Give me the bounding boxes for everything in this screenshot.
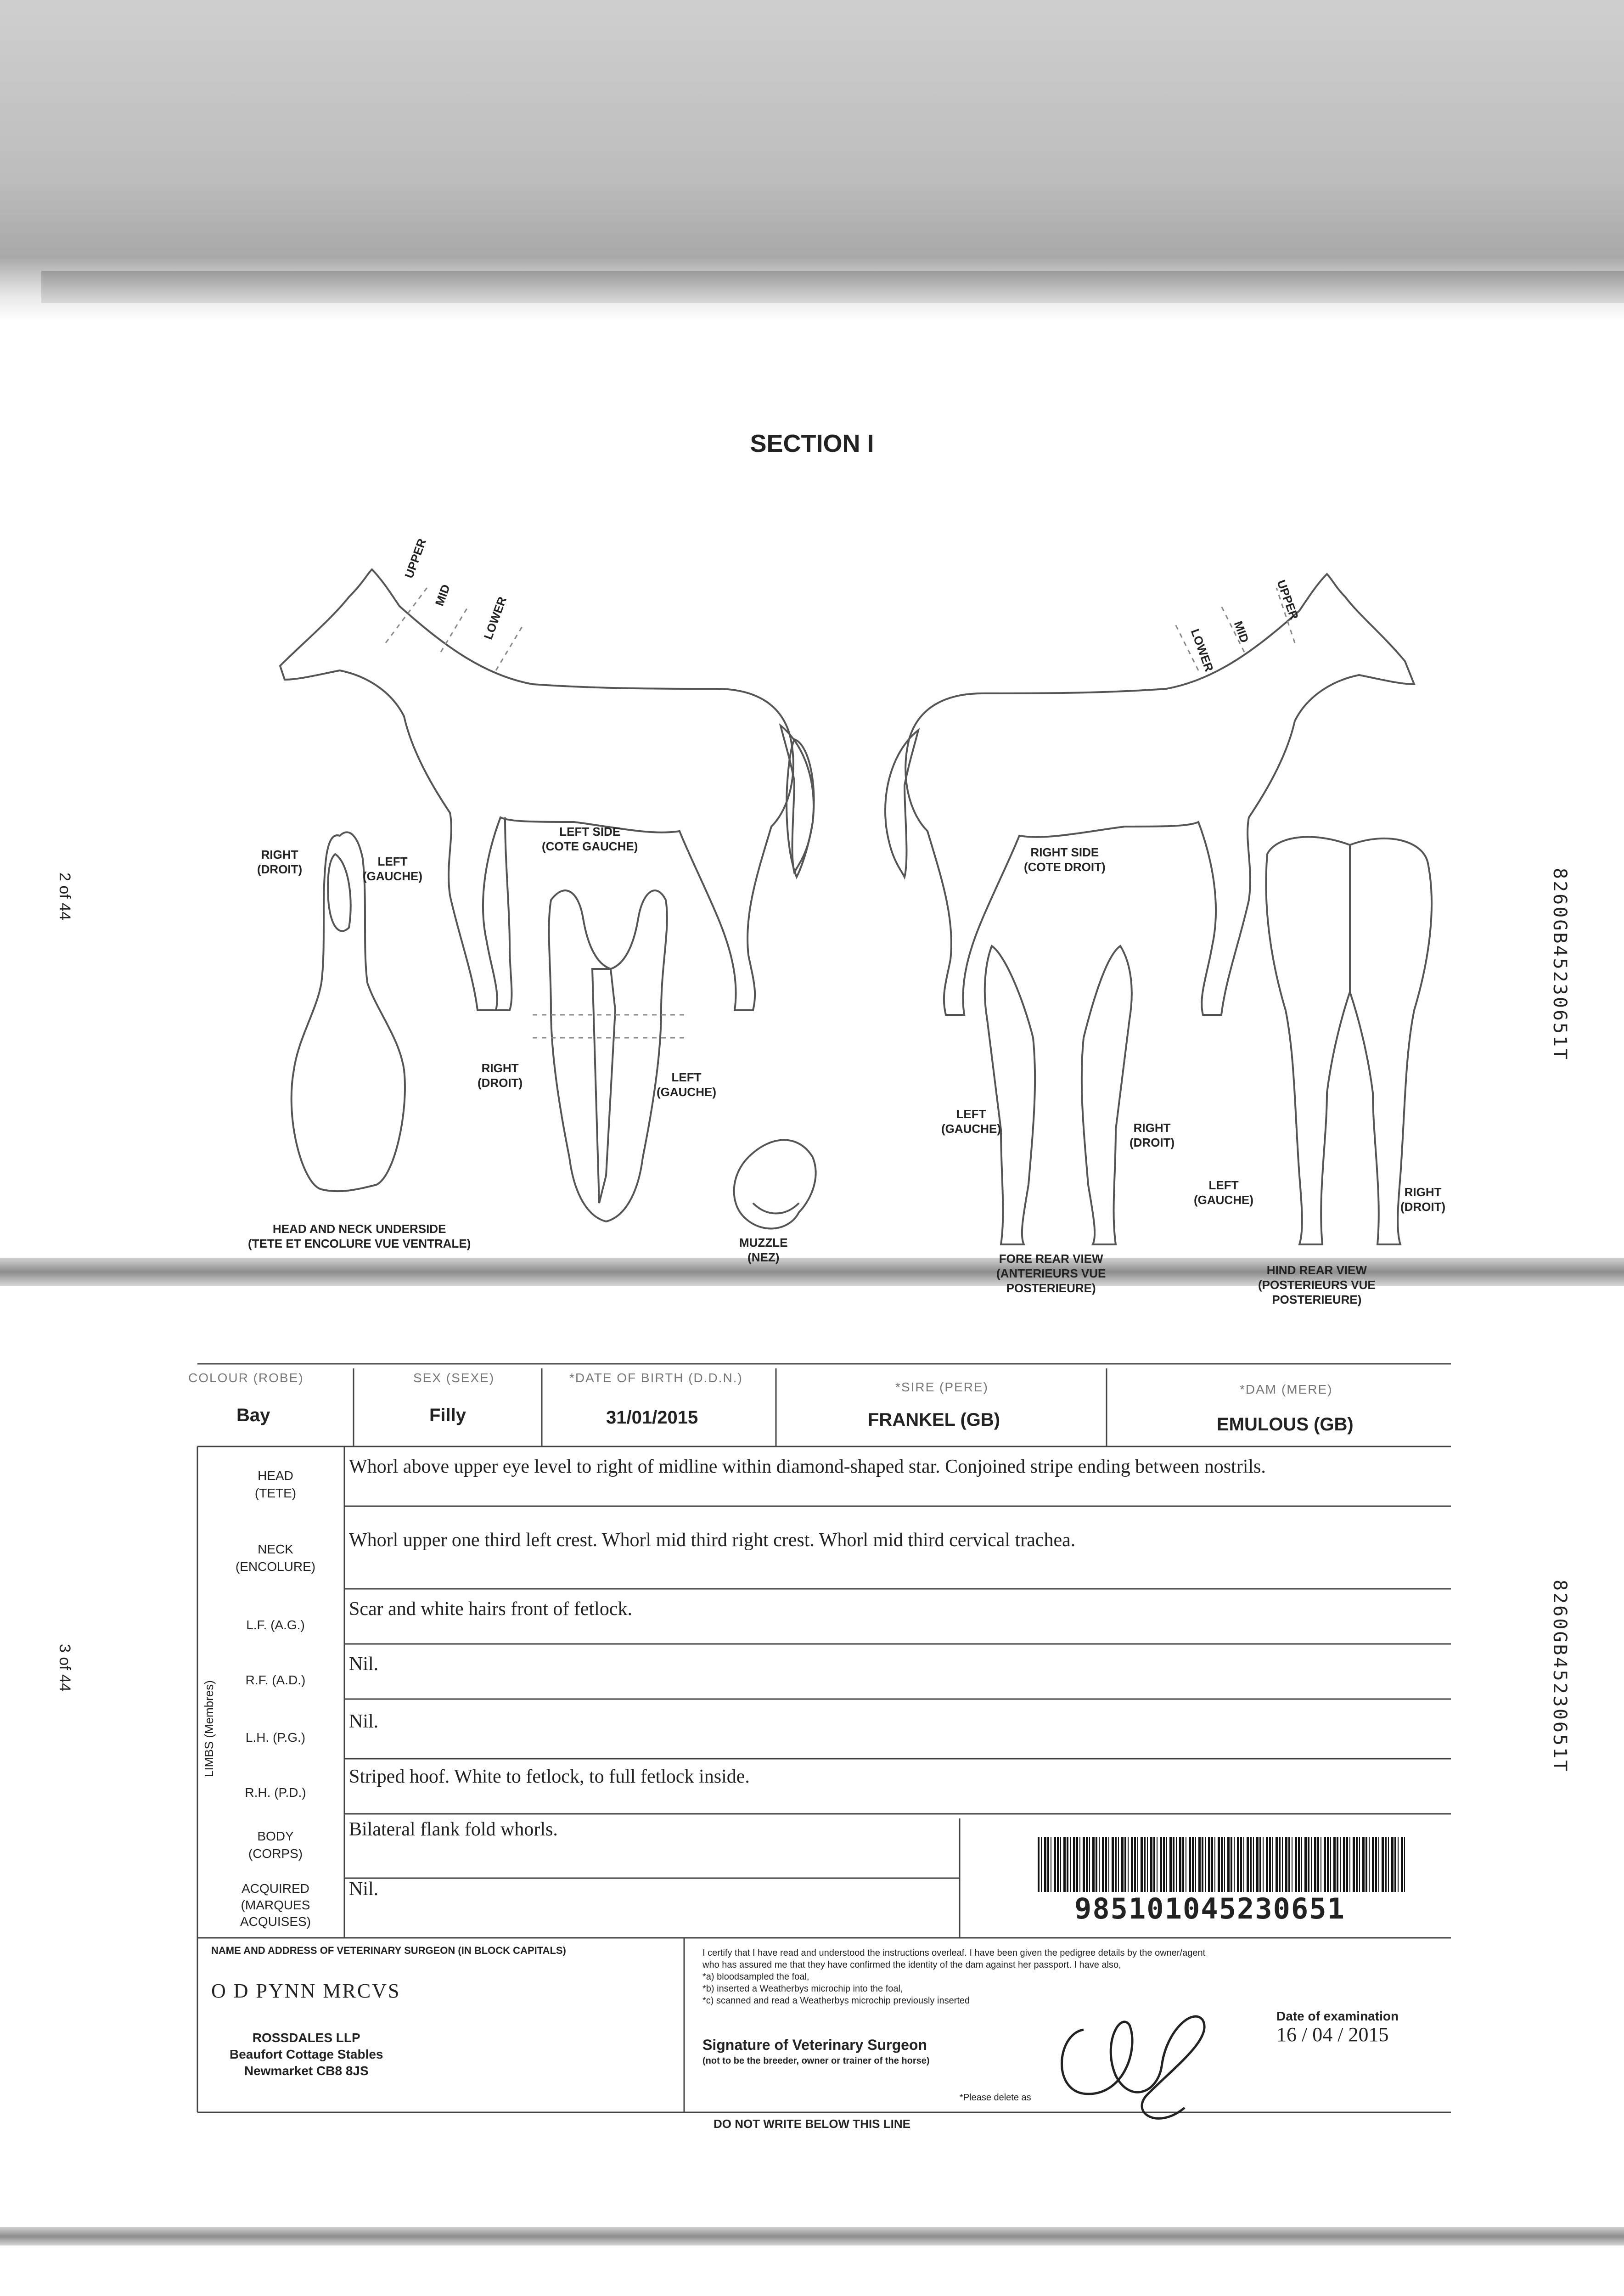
signature-note: (not to be the breeder, owner or trainer of the horse) [702,2056,930,2066]
signature-label: Signature of Veterinary Surgeon [702,2037,927,2053]
label-hind-left: LEFT (GAUCHE) [1194,1178,1253,1207]
vet-address-line-1: ROSSDALES LLP [252,2031,360,2045]
row-text-rf: Nil. [349,1654,379,1675]
side-id-bottom: 8260GB45230651T [1549,1580,1570,1773]
value-sex: Filly [429,1405,466,1425]
header-sex: SEX (SEXE) [413,1371,495,1385]
row-label-rf: R.F. (A.D.) [245,1673,306,1687]
row-label-neck: NECK (ENCOLURE) [235,1542,316,1574]
microchip-number: 985101045230651 [1074,1892,1345,1925]
row-label-body: BODY (CORPS) [248,1829,303,1861]
label-head-right: RIGHT (DROIT) [478,1061,523,1090]
row-text-body: Bilateral flank fold whorls. [349,1819,558,1840]
label-mid-left: MID [432,582,453,608]
value-sire: FRANKEL (GB) [868,1410,1000,1430]
exam-date: 16 / 04 / 2015 [1276,2023,1389,2046]
cert-line-1: I certify that I have read and understood the instructions overleaf. I have been given the pedigree details by the owner/agent [702,1948,1206,1958]
vet-name: O D PYNN MRCVS [211,1980,401,2002]
label-upper-left: UPPER [402,536,429,580]
vet-address-line-3: Newmarket CB8 8JS [244,2064,369,2078]
label-hind-right: RIGHT (DROIT) [1400,1185,1446,1214]
value-dob: 31/01/2015 [606,1407,698,1428]
section-title: SECTION I [750,430,874,457]
value-colour: Bay [236,1405,270,1425]
cert-line-4: *b) inserted a Weatherbys microchip into the foal, [702,1984,903,1994]
page-number-bottom: 3 of 44 [56,1644,73,1692]
label-upper-right: UPPER [1274,578,1302,622]
row-label-acquired: ACQUIRED (MARQUES ACQUISES) [240,1881,311,1929]
row-text-acquired: Nil. [349,1879,379,1900]
row-text-neck: Whorl upper one third left crest. Whorl mid third right crest. Whorl mid third cervical trachea. [349,1530,1076,1551]
row-label-lf: L.F. (A.G.) [246,1618,305,1632]
row-text-lh: Nil. [349,1711,379,1732]
vet-name-header: NAME AND ADDRESS OF VETERINARY SURGEON (IN BLOCK CAPITALS) [211,1945,566,1956]
header-sire: *SIRE (PERE) [895,1380,989,1394]
label-lower-right: LOWER [1188,627,1217,674]
label-neck-right: RIGHT (DROIT) [257,848,303,876]
label-hind-rear-view: HIND REAR VIEW (POSTERIEURS VUE POSTERIEURE) [1258,1263,1376,1306]
label-muzzle: MUZZLE (NEZ) [739,1236,788,1264]
footer-note: DO NOT WRITE BELOW THIS LINE [714,2117,910,2131]
cert-line-2: who has assured me that they have confirmed the identity of the dam against her passport. I have also, [702,1960,1121,1970]
page-number-top: 2 of 44 [56,872,73,920]
cert-line-5: *c) scanned and read a Weatherbys microchip previously inserted [702,1996,970,2006]
row-label-lh: L.H. (P.G.) [245,1730,306,1745]
label-right-side: RIGHT SIDE (COTE DROIT) [1024,845,1106,874]
row-label-rh: R.H. (P.D.) [245,1785,306,1800]
label-mid-right: MID [1231,619,1252,645]
row-label-head: HEAD (TETE) [254,1469,297,1500]
exam-date-label: Date of examination [1276,2009,1399,2023]
label-head-left: LEFT (GAUCHE) [657,1070,716,1099]
side-id-top: 8260GB45230651T [1549,868,1570,1062]
label-fore-right: RIGHT (DROIT) [1129,1121,1175,1149]
row-text-rh: Striped hoof. White to fetlock, to full fetlock inside. [349,1766,750,1787]
label-left-side: LEFT SIDE (COTE GAUCHE) [542,825,638,853]
label-neck-underside: HEAD AND NECK UNDERSIDE (TETE ET ENCOLURE VUE VENTRALE) [248,1222,471,1250]
row-text-lf: Scar and white hairs front of fetlock. [349,1598,632,1620]
delete-note: *Please delete as [960,2093,1031,2103]
row-text-head: Whorl above upper eye level to right of midline within diamond-shaped star. Conjoined stripe ending between nostrils. [349,1456,1266,1477]
vet-address-line-2: Beaufort Cottage Stables [230,2047,383,2061]
header-dob: *DATE OF BIRTH (D.D.N.) [569,1371,743,1385]
label-fore-rear-view: FORE REAR VIEW (ANTERIEURS VUE POSTERIEURE) [996,1252,1106,1295]
cert-line-3: *a) bloodsampled the foal, [702,1972,809,1982]
label-lower-left: LOWER [481,595,510,642]
label-fore-left: LEFT (GAUCHE) [941,1107,1001,1136]
label-neck-left: LEFT (GAUCHE) [363,855,422,883]
limbs-label: LIMBS (Membres) [202,1680,216,1777]
header-dam: *DAM (MERE) [1240,1382,1333,1396]
header-colour: COLOUR (ROBE) [188,1371,304,1385]
value-dam: EMULOUS (GB) [1217,1414,1354,1435]
